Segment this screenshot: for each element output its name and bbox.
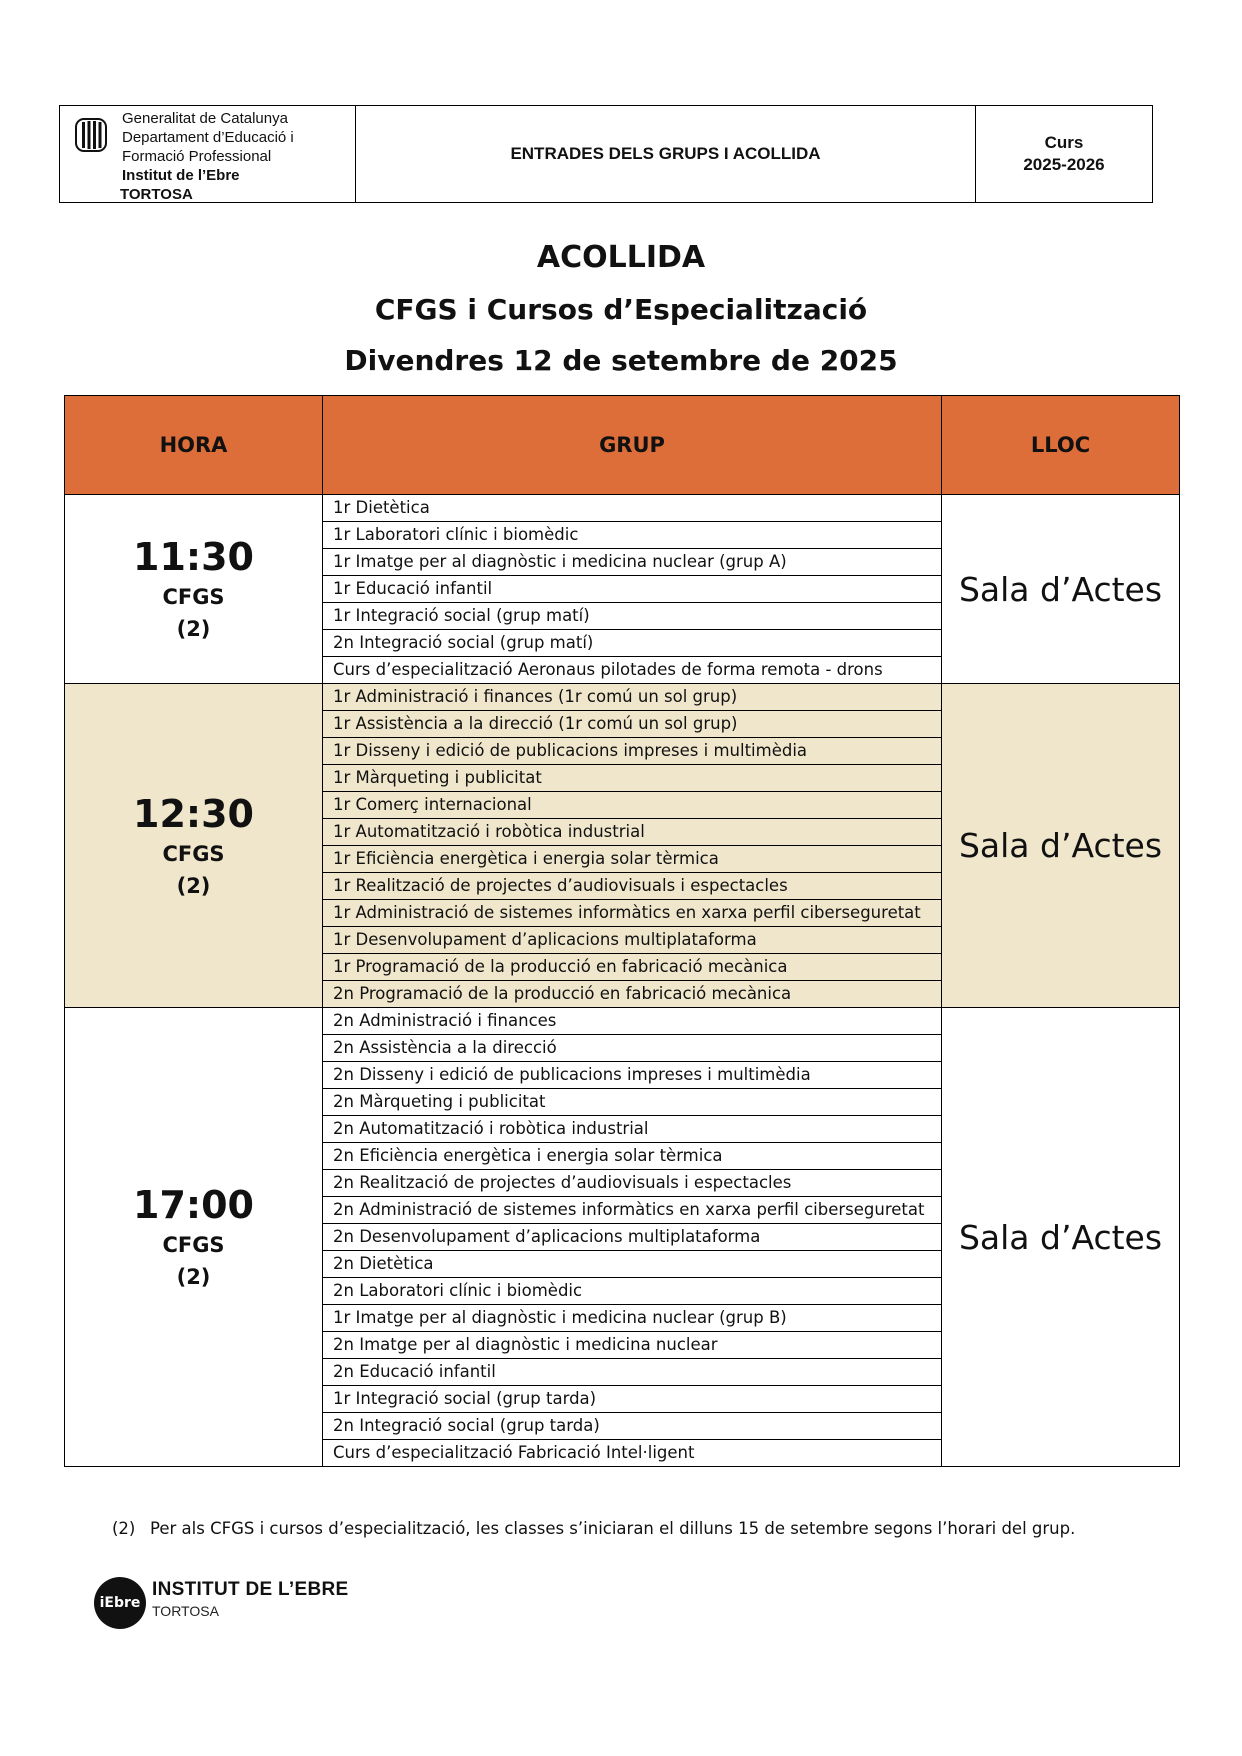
list-item: 2n Desenvolupament d’aplicacions multiplataforma: [323, 1224, 941, 1251]
time-cell: [65, 1008, 323, 1467]
list-item: Curs d’especialització Fabricació Intel·ligent: [333, 1443, 695, 1462]
document-title: ENTRADES DELS GRUPS I ACOLLIDA: [510, 144, 821, 163]
list-item: 2n Dietètica: [323, 1251, 941, 1278]
list-item: 2n Imatge per al diagnòstic i medicina nuclear: [323, 1332, 941, 1359]
place-cell: Sala d’Actes: [942, 684, 1180, 1008]
institute-city: TORTOSA: [152, 1603, 219, 1619]
organization-text: [122, 109, 294, 204]
list-item: 2n Màrqueting i publicitat: [323, 1089, 941, 1116]
time-value: 12:30: [133, 791, 254, 836]
list-item: 1r Administració de sistemes informàtics en xarxa perfil ciberseguretat: [323, 900, 941, 927]
list-item: 2n Automatització i robòtica industrial: [323, 1116, 941, 1143]
schedule-block-1700: [65, 1008, 1180, 1467]
header-hora: HORA: [65, 396, 323, 495]
list-item: 1r Realització de projectes d’audiovisuals i espectacles: [323, 873, 941, 900]
institute-name: INSTITUT DE L’EBRE: [152, 1579, 349, 1600]
list-item: 1r Eficiència energètica i energia solar tèrmica: [323, 846, 941, 873]
course-label: Curs: [1044, 133, 1084, 152]
list-item: 2n Educació infantil: [323, 1359, 941, 1386]
org-line-5: TORTOSA: [120, 186, 193, 203]
list-item: 2n Programació de la producció en fabricació mecànica: [333, 984, 792, 1003]
time-value: 11:30: [133, 535, 254, 579]
time-cell: [65, 495, 323, 684]
level-label: CFGS: [162, 1233, 225, 1257]
org-line-2: Departament d’Educació i: [122, 129, 294, 146]
document-header: [59, 105, 1153, 203]
place-cell: Sala d’Actes: [942, 495, 1180, 684]
schedule-block-1230: [65, 684, 1180, 1008]
list-item: 1r Imatge per al diagnòstic i medicina nuclear (grup A): [323, 549, 941, 576]
list-item: 1r Dietètica: [323, 495, 941, 522]
org-line-3: Formació Professional: [122, 148, 272, 165]
list-item: 1r Educació infantil: [323, 576, 941, 603]
groups-cell: [323, 495, 942, 684]
institute-logo-text: [152, 1579, 348, 1619]
list-item: 1r Integració social (grup tarda): [323, 1386, 941, 1413]
time-value: 17:00: [133, 1183, 254, 1227]
list-item: 2n Administració i finances: [323, 1008, 941, 1035]
org-line-4: Institut de l’Ebre: [122, 167, 240, 184]
header-lloc: LLOC: [942, 396, 1180, 495]
schedule-block-1130: [65, 495, 1180, 684]
list-item: 2n Disseny i edició de publicacions impreses i multimèdia: [323, 1062, 941, 1089]
group-list: [323, 684, 941, 1007]
footnote-text: Per als CFGS i cursos d’especialització, les classes s’iniciaran el dilluns 15 de setembre segons l’horari del grup.: [150, 1519, 1076, 1538]
list-item: 2n Assistència a la direcció: [323, 1035, 941, 1062]
list-item: 1r Imatge per al diagnòstic i medicina nuclear (grup B): [323, 1305, 941, 1332]
document-title-cell: [356, 106, 976, 202]
list-item: 2n Realització de projectes d’audiovisuals i espectacles: [323, 1170, 941, 1197]
place-cell: Sala d’Actes: [942, 1008, 1180, 1467]
footnote-ref: (2): [176, 873, 211, 898]
level-label: CFGS: [162, 841, 225, 866]
list-item: 1r Programació de la producció en fabricació mecànica: [323, 954, 941, 981]
list-item: 1r Disseny i edició de publicacions impreses i multimèdia: [323, 738, 941, 765]
group-list: [323, 495, 941, 683]
footnote: [112, 1519, 1075, 1538]
institute-logo-icon: iEbre: [94, 1577, 146, 1629]
table-header-row: [65, 396, 1180, 495]
footnote-ref: (2): [176, 617, 211, 641]
list-item: 1r Assistència a la direcció (1r comú un sol grup): [323, 711, 941, 738]
subtitle: CFGS i Cursos d’Especialització: [374, 293, 868, 326]
header-grup: GRUP: [323, 396, 942, 495]
list-item: 2n Integració social (grup tarda): [323, 1413, 941, 1440]
level-label: CFGS: [162, 585, 225, 609]
time-cell: [65, 684, 323, 1008]
list-item: 2n Laboratori clínic i biomèdic: [323, 1278, 941, 1305]
group-list: [323, 1008, 941, 1466]
list-item: 1r Automatització i robòtica industrial: [323, 819, 941, 846]
list-item: Curs d’especialització Aeronaus pilotades de forma remota - drons: [333, 660, 883, 679]
org-line-1: Generalitat de Catalunya: [122, 110, 288, 127]
list-item: 1r Comerç internacional: [323, 792, 941, 819]
groups-cell: [323, 1008, 942, 1467]
generalitat-logo-icon: [75, 118, 107, 152]
list-item: 2n Integració social (grup matí): [323, 630, 941, 657]
list-item: 2n Eficiència energètica i energia solar tèrmica: [323, 1143, 941, 1170]
main-title: ACOLLIDA: [536, 240, 706, 275]
list-item: 1r Desenvolupament d’aplicacions multiplataforma: [323, 927, 941, 954]
list-item: 1r Integració social (grup matí): [323, 603, 941, 630]
organization-block: [60, 106, 356, 202]
footnote-ref: (2): [176, 1265, 211, 1289]
date-title: Divendres 12 de setembre de 2025: [344, 344, 898, 377]
list-item: 2n Administració de sistemes informàtics en xarxa perfil ciberseguretat: [323, 1197, 941, 1224]
groups-cell: [323, 684, 942, 1008]
list-item: 1r Màrqueting i publicitat: [323, 765, 941, 792]
course-year-cell: [976, 106, 1152, 202]
footnote-number: (2): [112, 1519, 136, 1538]
list-item: 1r Administració i finances (1r comú un sol grup): [323, 684, 941, 711]
course-years: 2025-2026: [1023, 155, 1105, 174]
schedule-table: [64, 395, 1180, 1467]
list-item: 1r Laboratori clínic i biomèdic: [323, 522, 941, 549]
